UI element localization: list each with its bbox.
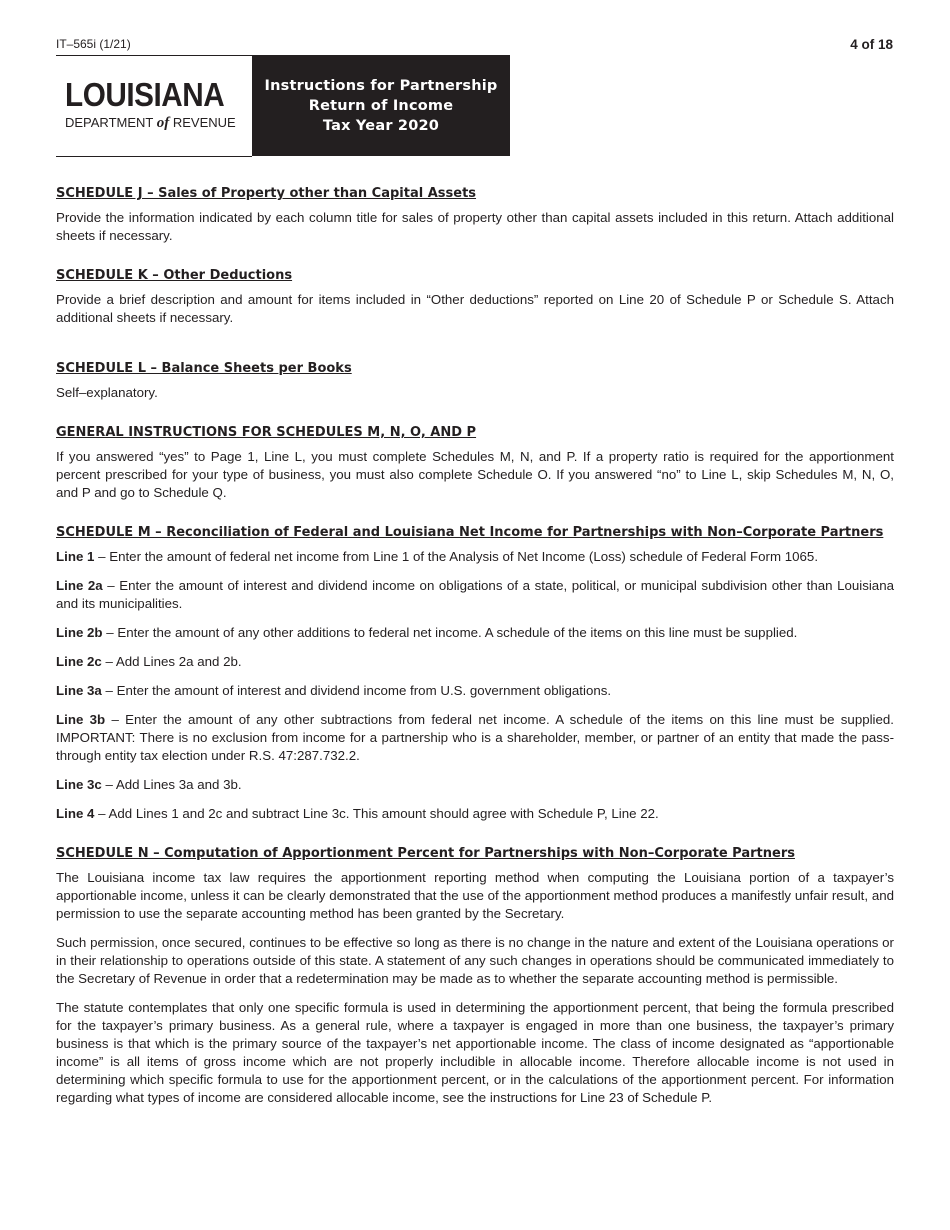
line-text: – Add Lines 1 and 2c and subtract Line 3c. This amount should agree with Schedule P, Line 22.: [94, 806, 659, 821]
line-label: Line 1: [56, 549, 95, 564]
line-label: Line 3b: [56, 712, 106, 727]
logo-department: [65, 116, 236, 131]
line-text: – Add Lines 3a and 3b.: [101, 777, 242, 792]
line-text: – Enter the amount of interest and dividend income from U.S. government obligations.: [101, 683, 612, 698]
schedule-n-paragraph: Such permission, once secured, continues to be effective so long as there is no change in the nature and extent of the Louisiana operations or in their relationship to operations outside of this state. A statement of any such changes in operations should be communicated immediately to the Secretary of Revenue in order that a redetermination may be made as to whether the separate accounting method is permissible.: [56, 935, 894, 986]
schedule-m-line: [56, 776, 894, 794]
line-text: – Enter the amount of any other subtractions from federal net income. A schedule of the items on this line must be supplied. IMPORTANT: There is no exclusion from income for a partnership who is a shareholder, member, or partner of an entity that made the pass-through entity tax election under R.S. 47:287.732.2.: [56, 712, 895, 763]
schedule-m-line: [56, 711, 894, 765]
schedule-n-paragraph: The Louisiana income tax law requires the apportionment reporting method when computing the Louisiana portion of a taxpayer’s apportionable income, unless it can be clearly demonstrated that the use of the apportionment method produces a manifestly unfair result, and permission to use the separate accounting method has been granted by the Secretary.: [56, 870, 894, 921]
schedule-m-line: [56, 548, 894, 566]
logo-dept-after: REVENUE: [169, 115, 236, 130]
form-id: IT–565i (1/21): [56, 37, 131, 51]
schedule-m-heading: SCHEDULE M – Reconciliation of Federal and Louisiana Net Income for Partnerships with Non–Corporate Partners: [56, 525, 884, 540]
line-label: Line 4: [56, 806, 95, 821]
line-label: Line 2c: [56, 654, 102, 669]
schedule-n-heading: SCHEDULE N – Computation of Apportionment Percent for Partnerships with Non–Corporate Partners: [56, 846, 795, 861]
schedule-m-line: [56, 805, 894, 823]
logo-wordmark: LOUISIANA: [65, 76, 225, 113]
schedule-m-line: [56, 682, 894, 700]
line-label: Line 3a: [56, 683, 102, 698]
schedule-l-text: Self–explanatory.: [56, 385, 158, 400]
louisiana-revenue-logo: [56, 55, 252, 157]
title-line: Tax Year 2020: [322, 117, 440, 134]
title-line: Return of Income: [308, 97, 454, 114]
line-text: – Enter the amount of federal net income from Line 1 of the Analysis of Net Income (Loss) schedule of Federal Form 1065.: [94, 549, 819, 564]
general-instructions-text: If you answered “yes” to Page 1, Line L, you must complete Schedules M, N, and P. If a property ratio is required for the apportionment percent prescribed for your type of business, you must also complete Schedule O. If you answered “no” to Line L, skip Schedules M, N, O, and P and go to Schedule Q.: [56, 449, 894, 500]
schedule-m-line: [56, 653, 894, 671]
document-body: [56, 185, 894, 1107]
page-number: 4 of 18: [850, 37, 893, 52]
schedule-m-line: [56, 577, 894, 613]
line-label: Line 3c: [56, 777, 102, 792]
line-text: – Enter the amount of any other additions to federal net income. A schedule of the items on this line must be supplied.: [102, 625, 798, 640]
general-instructions-heading: GENERAL INSTRUCTIONS FOR SCHEDULES M, N, O, AND P: [56, 425, 477, 440]
schedule-l-heading: SCHEDULE L – Balance Sheets per Books: [56, 361, 352, 376]
schedule-j-text: Provide the information indicated by each column title for sales of property other than capital assets included in this return. Attach additional sheets if necessary.: [56, 210, 894, 243]
schedule-j-heading: SCHEDULE J – Sales of Property other than Capital Assets: [56, 186, 477, 201]
line-text: – Add Lines 2a and 2b.: [101, 654, 242, 669]
line-label: Line 2b: [56, 625, 103, 640]
schedule-k-heading: SCHEDULE K – Other Deductions: [56, 268, 293, 283]
schedule-m-line: [56, 624, 894, 642]
title-line: Instructions for Partnership: [264, 77, 498, 94]
document-header: [56, 55, 510, 156]
line-text: – Enter the amount of interest and dividend income on obligations of a state, political, or municipal subdivision other than Louisiana and its municipalities.: [56, 578, 894, 611]
schedule-n-paragraph: The statute contemplates that only one specific formula is used in determining the apportionment percent, that being the formula prescribed for the taxpayer’s primary business. As a general rule, where a taxpayer is engaged in more than one business, the taxpayer’s primary business is that which is the primary source of the taxpayer’s net apportionable income. The class of income designated as “apportionable income” is all items of gross income which are not properly includible in allocable income. Therefore allocable income is not used in determining which specific formula to use for the apportionment percent, or in the calculations of the apportionment percent. For information regarding what types of income are considered allocable income, see the instructions for Line 23 of Schedule P.: [56, 1000, 894, 1105]
schedule-k-text: Provide a brief description and amount for items included in “Other deductions” reported on Line 20 of Schedule P or Schedule S. Attach additional sheets if necessary.: [56, 292, 894, 325]
line-label: Line 2a: [56, 578, 103, 593]
document-title: [252, 55, 510, 156]
logo-dept-before: DEPARTMENT: [65, 115, 157, 130]
logo-dept-of: of: [156, 115, 170, 131]
